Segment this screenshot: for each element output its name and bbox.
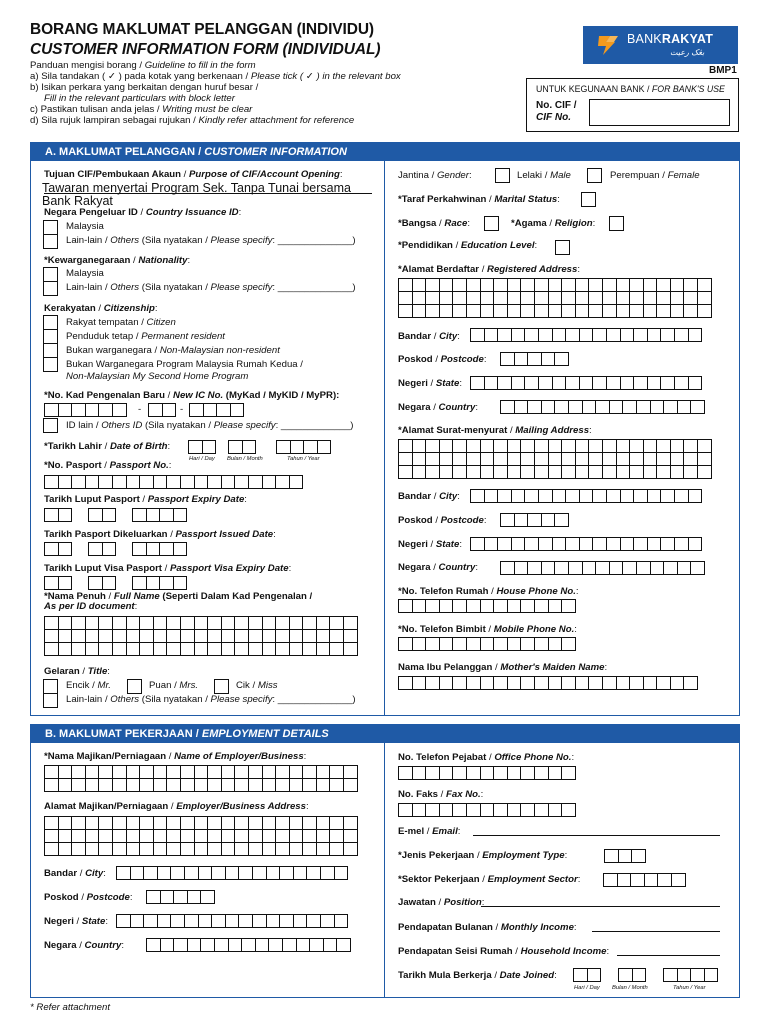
mobile-label: *No. Telefon Bimbit / Mobile Phone No.: — [398, 624, 577, 635]
section-a-header: A. MAKLUMAT PELANGGAN / CUSTOMER INFORMATION — [31, 143, 739, 161]
emp-city-label: Bandar / City: — [44, 868, 106, 879]
title-label: Gelaran / Title: — [44, 666, 110, 677]
emp-state-boxes[interactable] — [116, 914, 347, 928]
emp-postcode-boxes[interactable] — [146, 890, 214, 904]
fullname-label: *Nama Penuh / Full Name (Seperti Dalam Kad Pengenalan / — [44, 591, 313, 602]
marital-label: *Taraf Perkahwinan / Marital Status: — [398, 194, 560, 205]
form-title-en: CUSTOMER INFORMATION FORM (INDIVIDUAL) — [30, 41, 381, 58]
issuance-others-checkbox[interactable] — [43, 234, 58, 249]
date-joined-year[interactable] — [663, 968, 717, 982]
race-label: *Bangsa / Race: — [398, 218, 470, 229]
fullname-label-line2: As per ID document: — [44, 601, 138, 612]
mail-country-label: Negara / Country: — [398, 562, 478, 573]
mail-city-boxes[interactable] — [470, 489, 701, 503]
passport-issued-month[interactable] — [88, 542, 115, 556]
bank-logo-icon — [595, 32, 621, 58]
cif-label: No. CIF / CIF No. — [536, 100, 577, 123]
nationality-malaysia-checkbox[interactable] — [43, 267, 58, 282]
cif-number-field[interactable] — [589, 99, 730, 126]
employer-address-boxes[interactable] — [44, 816, 357, 856]
title-others-label: Lain-lain / Others (Sila nyatakan / Please specify: ______________) — [66, 694, 356, 705]
race-checkbox[interactable] — [484, 216, 499, 231]
gender-male-checkbox[interactable] — [495, 168, 510, 183]
monthly-income-label: Pendapatan Bulanan / Monthly Income: — [398, 922, 577, 933]
mail-address-label: *Alamat Surat-menyurat / Mailing Address: — [398, 425, 592, 436]
gender-female-label: Perempuan / Female — [610, 170, 700, 181]
reg-address-label: *Alamat Berdaftar / Registered Address: — [398, 264, 581, 275]
form-title-ms: BORANG MAKLUMAT PELANGGAN (INDIVIDU) — [30, 21, 374, 38]
reg-country-boxes[interactable] — [500, 400, 704, 414]
title-others-checkbox[interactable] — [43, 693, 58, 708]
religion-label: *Agama / Religion: — [511, 218, 596, 229]
email-label: E-mel / Email: — [398, 826, 461, 837]
other-id-label: ID lain / Others ID (Sila nyatakan / Please specify: _____________) — [66, 420, 354, 431]
mail-state-boxes[interactable] — [470, 537, 701, 551]
fullname-boxes[interactable] — [44, 616, 357, 656]
fax-label: No. Faks / Fax No.: — [398, 789, 484, 800]
date-joined-month[interactable] — [618, 968, 645, 982]
passport-issued-year[interactable] — [132, 542, 186, 556]
section-b-header: B. MAKLUMAT PEKERJAAN / EMPLOYMENT DETAILS — [31, 725, 739, 743]
form-guidelines: Panduan mengisi borang / Guideline to fill in the form a) Sila tandakan ( ✓ ) pada kotak yang berkenaan / Please tick ( ✓ ) in the relevant box b) Isikan perkara yang berkaitan dengan huruf besar / Fill in the relevant particulars with block letter c) Pastikan tulisan anda jelas / Writing must be clear d) Sila rujuk lampiran sebagai rujukan / Kindly refer attachment for reference — [30, 60, 401, 126]
emp-country-boxes[interactable] — [146, 938, 350, 952]
mail-postcode-boxes[interactable] — [500, 513, 568, 527]
reg-postcode-boxes[interactable] — [500, 352, 568, 366]
emp-sector-boxes[interactable] — [603, 873, 685, 887]
gender-label: Jantina / Gender: — [398, 170, 472, 181]
mm2h-checkbox[interactable] — [43, 357, 58, 372]
section-a-divider — [384, 160, 385, 716]
emp-postcode-label: Poskod / Postcode: — [44, 892, 133, 903]
home-phone-boxes[interactable] — [398, 599, 575, 613]
form-code: BMP1 — [709, 65, 737, 76]
mm2h-label: Bukan Warganegara Program Malaysia Rumah Kedua / — [66, 359, 303, 370]
mail-state-label: Negeri / State: — [398, 539, 462, 550]
reg-country-label: Negara / Country: — [398, 402, 478, 413]
citizenship-label: Kerakyatan / Citizenship: — [44, 303, 158, 314]
title-miss-checkbox[interactable] — [214, 679, 229, 694]
reg-state-boxes[interactable] — [470, 376, 701, 390]
purpose-value-line-1: Tawaran menyertai Program Sek. Tanpa Tunai bersama — [42, 181, 351, 195]
reg-postcode-label: Poskod / Postcode: — [398, 354, 487, 365]
emp-sector-label: *Sektor Pekerjaan / Employment Sector: — [398, 874, 581, 885]
reg-state-label: Negeri / State: — [398, 378, 462, 389]
ic-part2-boxes[interactable] — [148, 403, 175, 417]
permanent-resident-checkbox[interactable] — [43, 329, 58, 344]
ic-dash-2: - — [180, 404, 184, 415]
passport-expiry-year[interactable] — [132, 508, 186, 522]
education-label: *Pendidikan / Education Level: — [398, 240, 538, 251]
marital-checkbox[interactable] — [581, 192, 596, 207]
non-resident-checkbox[interactable] — [43, 343, 58, 358]
title-mrs-label: Puan / Mrs. — [149, 680, 199, 691]
reg-city-boxes[interactable] — [470, 328, 701, 342]
footnote: * Refer attachment — [30, 1002, 110, 1013]
mail-city-label: Bandar / City: — [398, 491, 460, 502]
title-miss-label: Cik / Miss — [236, 680, 278, 691]
education-checkbox[interactable] — [555, 240, 570, 255]
mail-address-boxes[interactable] — [398, 439, 711, 479]
maiden-name-boxes[interactable] — [398, 676, 697, 690]
position-label: Jawatan / Position: — [398, 897, 485, 908]
section-b-divider — [384, 742, 385, 998]
visa-expiry-label: Tarikh Luput Visa Pasport / Passport Visa Expiry Date: — [44, 563, 292, 574]
emp-country-label: Negara / Country: — [44, 940, 124, 951]
ic-part1-boxes[interactable] — [44, 403, 126, 417]
purpose-value-line-2: Bank Rakyat — [42, 194, 113, 208]
religion-checkbox[interactable] — [609, 216, 624, 231]
permanent-resident-label: Penduduk tetap / Permanent resident — [66, 331, 225, 342]
dob-year-boxes[interactable] — [276, 440, 330, 454]
dob-day-caption: Hari / Day — [189, 456, 215, 462]
other-id-checkbox[interactable] — [43, 418, 58, 433]
bank-rakyat-logo: BANKRAKYAT بڠک رعيت — [583, 26, 738, 64]
date-joined-year-caption: Tahun / Year — [673, 985, 706, 991]
passport-number-boxes[interactable] — [44, 475, 302, 489]
passport-expiry-month[interactable] — [88, 508, 115, 522]
dob-day-boxes[interactable] — [188, 440, 215, 454]
passport-issued-day[interactable] — [44, 542, 71, 556]
citizen-checkbox[interactable] — [43, 315, 58, 330]
citizen-label: Rakyat tempatan / Citizen — [66, 317, 176, 328]
title-mr-label: Encik / Mr. — [66, 680, 111, 691]
emp-city-boxes[interactable] — [116, 866, 347, 880]
date-joined-day-caption: Hari / Day — [574, 985, 600, 991]
home-phone-label: *No. Telefon Rumah / House Phone No.: — [398, 586, 579, 597]
purpose-label: Tujuan CIF/Pembukaan Akaun / Purpose of CIF/Account Opening: — [44, 169, 343, 180]
emp-state-label: Negeri / State: — [44, 916, 108, 927]
non-resident-label: Bukan warganegara / Non-Malaysian non-resident — [66, 345, 280, 356]
position-field[interactable] — [481, 895, 720, 907]
issuance-label: Negara Pengeluar ID / Country Issuance ID: — [44, 207, 242, 218]
nationality-others-label: Lain-lain / Others (Sila nyatakan / Please specify: ______________) — [66, 282, 356, 293]
visa-expiry-month[interactable] — [88, 576, 115, 590]
email-field[interactable] — [473, 824, 720, 836]
gender-female-checkbox[interactable] — [587, 168, 602, 183]
dob-label: *Tarikh Lahir / Date of Birth: — [44, 441, 171, 452]
reg-city-label: Bandar / City: — [398, 331, 460, 342]
office-phone-boxes[interactable] — [398, 766, 575, 780]
ic-dash-1: - — [138, 404, 142, 415]
reg-address-boxes[interactable] — [398, 278, 711, 318]
bank-use-heading: UNTUK KEGUNAAN BANK / FOR BANK'S USE — [536, 84, 725, 94]
employer-label: *Nama Majikan/Perniagaan / Name of Employer/Business: — [44, 751, 307, 762]
issuance-malaysia-label: Malaysia — [66, 221, 104, 232]
nationality-label: *Kewarganegaraan / Nationality: — [44, 255, 191, 266]
issuance-others-label: Lain-lain / Others (Sila nyatakan / Please specify: ______________) — [66, 235, 356, 246]
dob-month-caption: Bulan / Month — [227, 456, 263, 462]
passport-expiry-day[interactable] — [44, 508, 71, 522]
visa-expiry-year[interactable] — [132, 576, 186, 590]
mobile-boxes[interactable] — [398, 637, 575, 651]
passport-issued-label: Tarikh Pasport Dikeluarkan / Passport Issued Date: — [44, 529, 276, 540]
household-income-field[interactable] — [617, 944, 720, 956]
passport-label: *No. Pasport / Passport No.: — [44, 460, 172, 471]
nationality-others-checkbox[interactable] — [43, 281, 58, 296]
date-joined-day[interactable] — [573, 968, 600, 982]
fax-boxes[interactable] — [398, 803, 575, 817]
title-mrs-checkbox[interactable] — [127, 679, 142, 694]
passport-expiry-label: Tarikh Luput Pasport / Passport Expiry Date: — [44, 494, 247, 505]
nationality-malaysia-label: Malaysia — [66, 268, 104, 279]
title-mr-checkbox[interactable] — [43, 679, 58, 694]
date-joined-month-caption: Bulan / Month — [612, 985, 648, 991]
mail-country-boxes[interactable] — [500, 561, 704, 575]
employer-boxes[interactable] — [44, 765, 357, 792]
mm2h-label-en: Non-Malaysian My Second Home Program — [66, 371, 249, 382]
employer-address-label: Alamat Majikan/Perniagaan / Employer/Business Address: — [44, 801, 309, 812]
maiden-label: Nama Ibu Pelanggan / Mother's Maiden Name: — [398, 662, 608, 673]
issuance-malaysia-checkbox[interactable] — [43, 220, 58, 235]
monthly-income-field[interactable] — [592, 920, 720, 932]
gender-male-label: Lelaki / Male — [517, 170, 571, 181]
ic-label: *No. Kad Pengenalan Baru / New IC No. (MyKad / MyKID / MyPR): — [44, 390, 340, 401]
date-joined-label: Tarikh Mula Berkerja / Date Joined: — [398, 970, 557, 981]
office-phone-label: No. Telefon Pejabat / Office Phone No.: — [398, 752, 575, 763]
emp-type-label: *Jenis Pekerjaan / Employment Type: — [398, 850, 568, 861]
household-income-label: Pendapatan Seisi Rumah / Household Income: — [398, 946, 610, 957]
dob-year-caption: Tahun / Year — [287, 456, 320, 462]
ic-part3-boxes[interactable] — [189, 403, 243, 417]
emp-type-boxes[interactable] — [604, 849, 645, 863]
dob-month-boxes[interactable] — [228, 440, 255, 454]
bank-use-box — [526, 78, 739, 132]
visa-expiry-day[interactable] — [44, 576, 71, 590]
mail-postcode-label: Poskod / Postcode: — [398, 515, 487, 526]
